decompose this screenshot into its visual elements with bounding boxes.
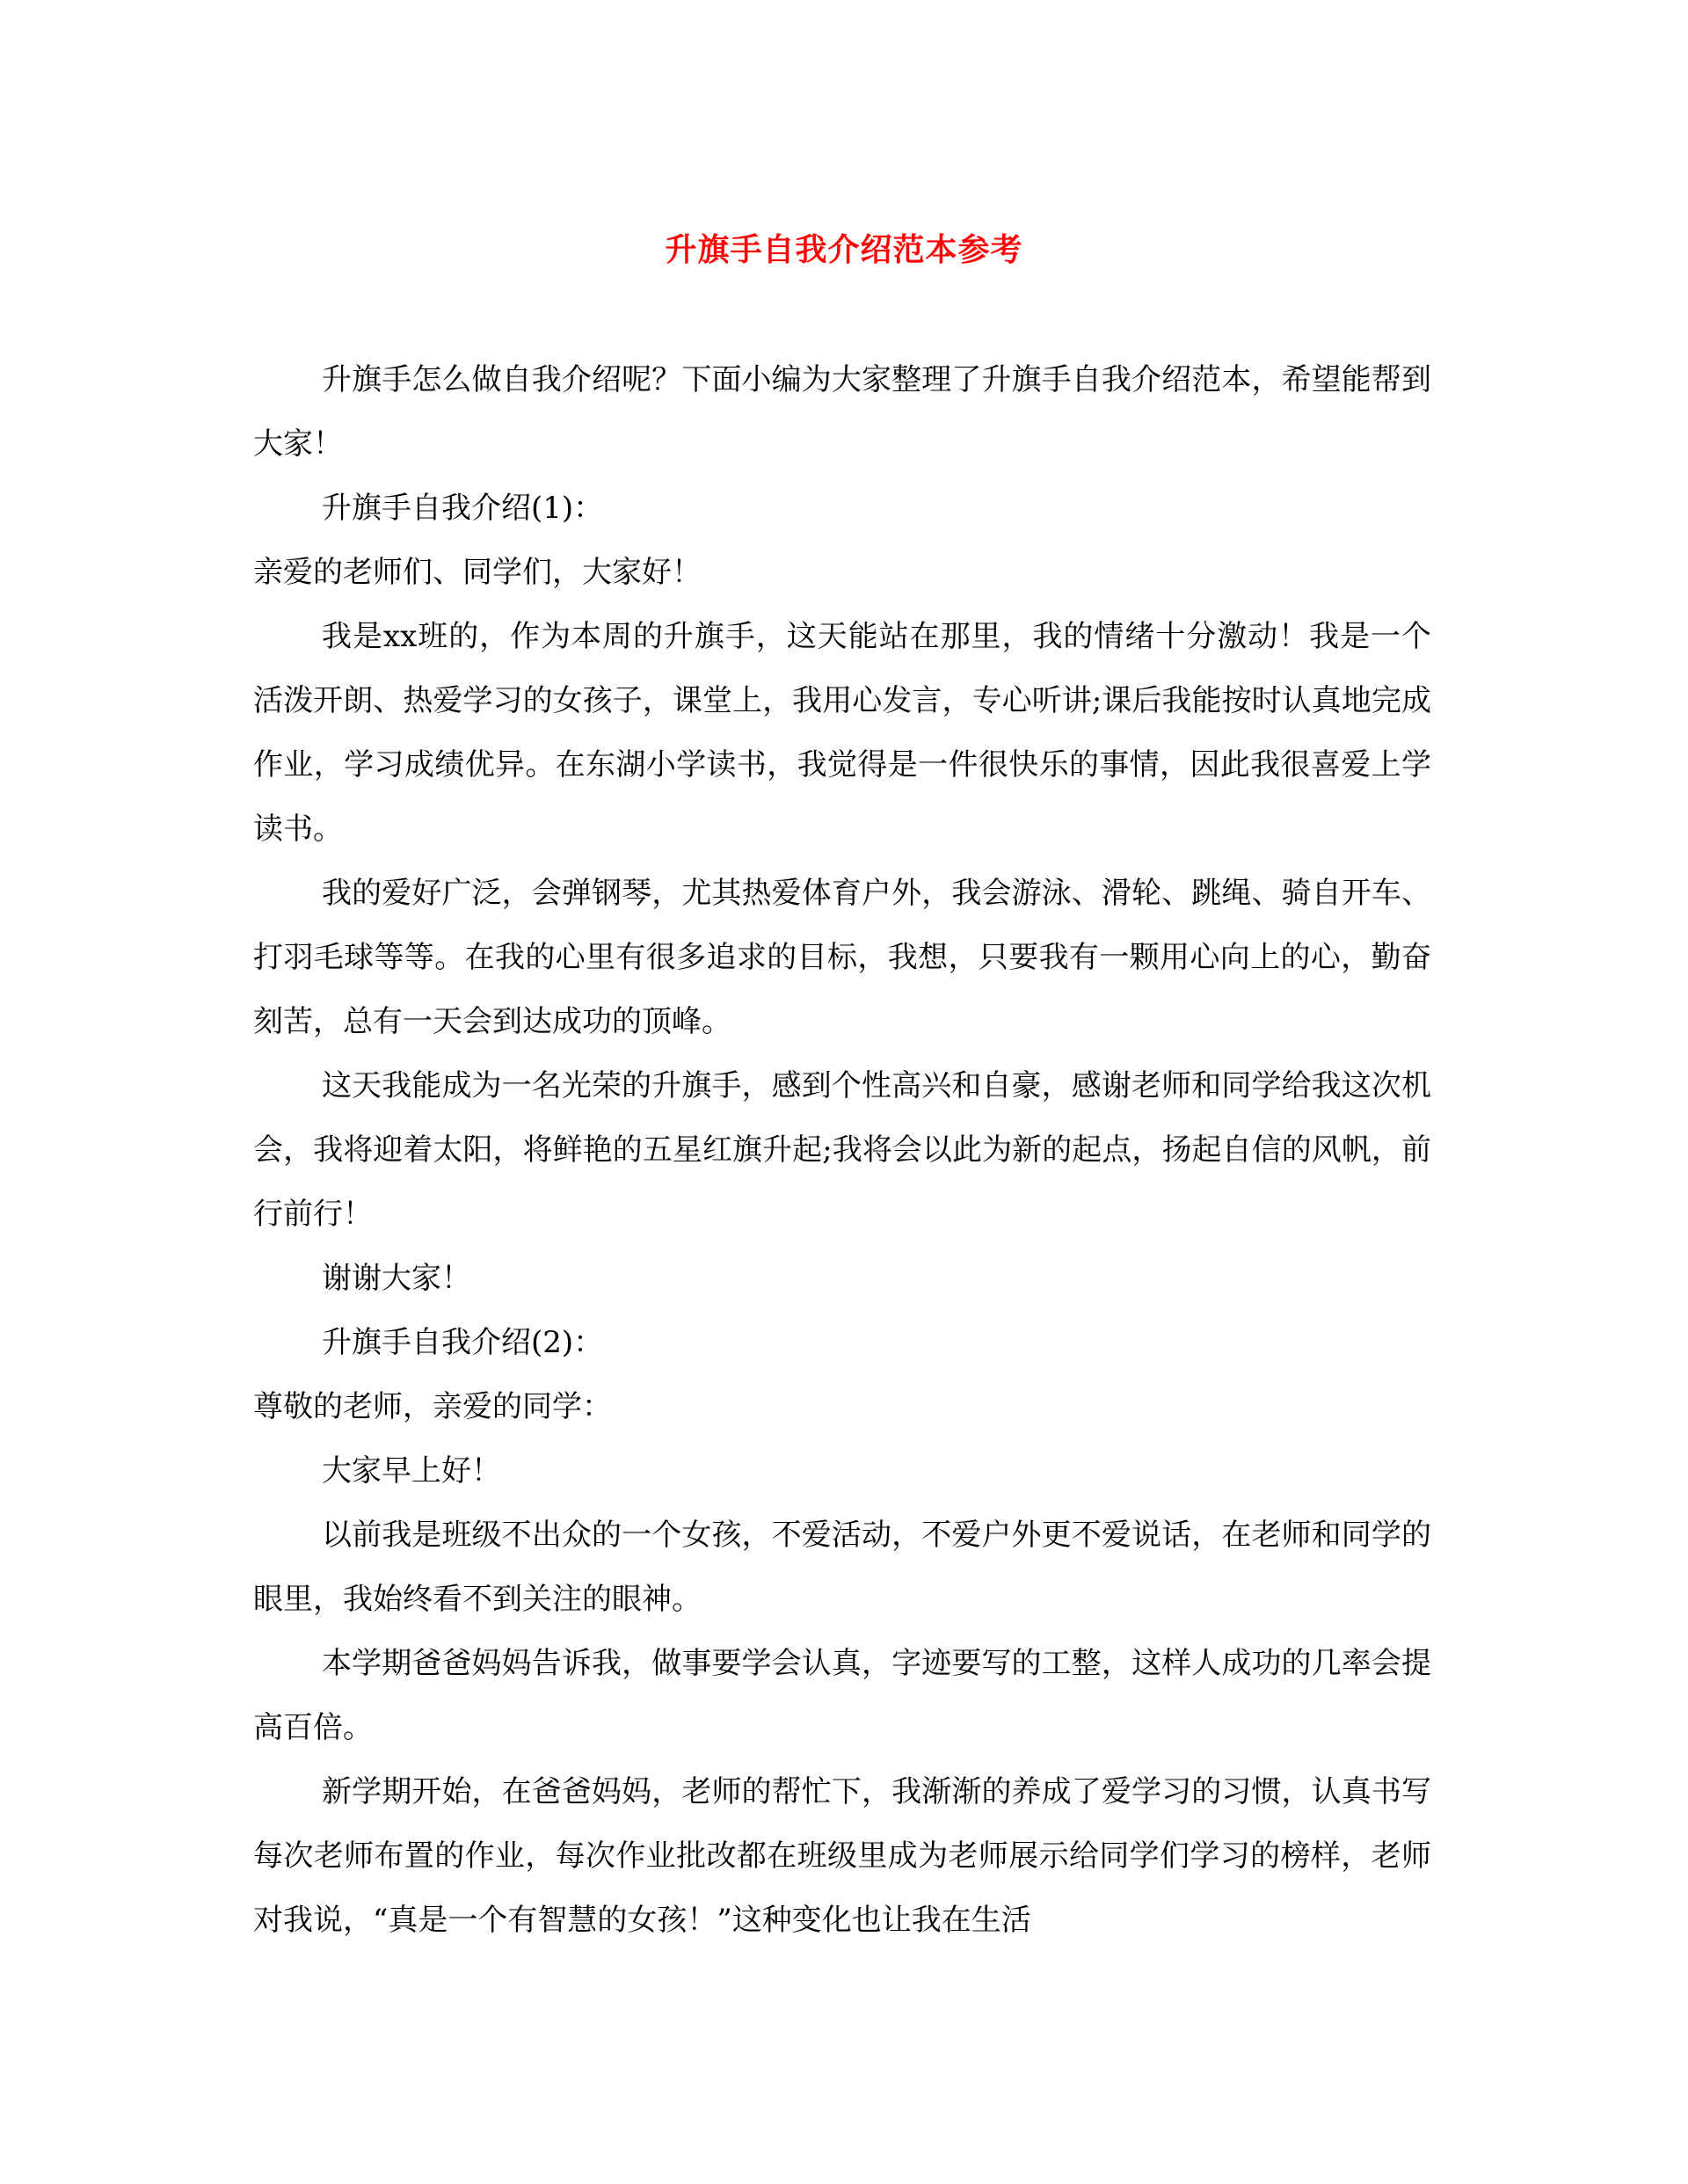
body-paragraph: 尊敬的老师，亲爱的同学：: [253, 1389, 612, 1424]
body-paragraph: 亲爱的老师们、同学们，大家好！: [253, 555, 702, 590]
body-paragraph: 谢谢大家！: [322, 1261, 471, 1296]
body-paragraph: 我的爱好广泛，会弹钢琴，尤其热爱体育户外，我会游泳、滑轮、跳绳、骑自开车、打羽毛球等等。在我的心里有很多追求的目标，我想，只要我有一颗用心向上的心，勤奋刻苦，总有一天会到达成功的顶峰。: [253, 876, 1431, 1039]
body-paragraph: 我是xx班的，作为本周的升旗手，这天能站在那里，我的情绪十分激动！我是一个活泼开朗、热爱学习的女孩子，课堂上，我用心发言，专心听讲;课后我能按时认真地完成作业，学习成绩优异。在东湖小学读书，我觉得是一件很快乐的事情，因此我很喜爱上学读书。: [253, 619, 1431, 847]
body-paragraph: 升旗手怎么做自我介绍呢？下面小编为大家整理了升旗手自我介绍范本，希望能帮到大家！: [253, 362, 1431, 462]
body-paragraph: 这天我能成为一名光荣的升旗手，感到个性高兴和自豪，感谢老师和同学给我这次机会，我将迎着太阳，将鲜艳的五星红旗升起;我将会以此为新的起点，扬起自信的风帆，前行前行！: [253, 1068, 1431, 1232]
body-paragraph: 新学期开始，在爸爸妈妈，老师的帮忙下，我渐渐的养成了爱学习的习惯，认真书写每次老师布置的作业，每次作业批改都在班级里成为老师展示给同学们学习的榜样，老师对我说，“真是一个有智慧的女孩！”这种变化也让我在生活: [253, 1774, 1431, 1938]
body-paragraph: 本学期爸爸妈妈告诉我，做事要学会认真，字迹要写的工整，这样人成功的几率会提高百倍。: [253, 1646, 1431, 1745]
body-paragraph: 以前我是班级不出众的一个女孩，不爱活动，不爱户外更不爱说话，在老师和同学的眼里，我始终看不到关注的眼神。: [253, 1518, 1431, 1617]
document-body: [253, 348, 1431, 1953]
document-title: 升旗手自我介绍范本参考: [665, 231, 1023, 268]
body-paragraph: 升旗手自我介绍(1)：: [322, 491, 604, 526]
body-paragraph: 升旗手自我介绍(2)：: [322, 1325, 604, 1360]
body-paragraph: 大家早上好！: [322, 1453, 501, 1489]
